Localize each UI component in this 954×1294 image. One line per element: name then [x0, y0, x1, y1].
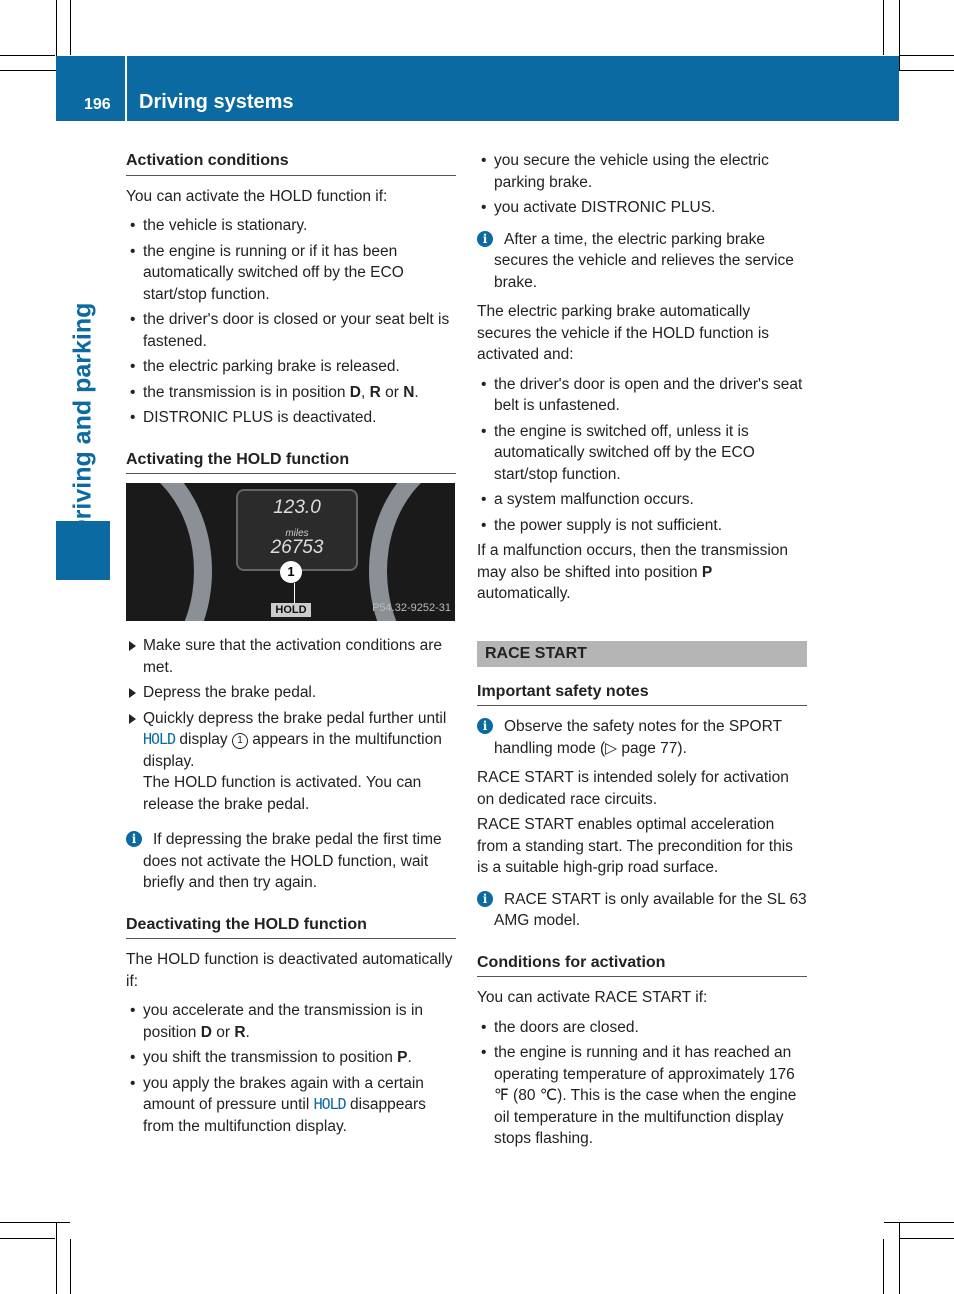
info-icon: i: [477, 891, 493, 907]
step-item: Quickly depress the brake pedal further until HOLD display 1 appears in the multifunction display.: [126, 708, 456, 773]
display-speed: 123.0: [273, 497, 321, 518]
left-column: [126, 150, 456, 1137]
heading-activation-conditions: Activation conditions: [126, 150, 456, 176]
list-item: • the vehicle is stationary.: [126, 215, 456, 237]
info-icon: i: [477, 231, 493, 247]
list-item: • a system malfunction occurs.: [477, 489, 807, 511]
heading-deactivating-hold: Deactivating the HOLD function: [126, 914, 456, 940]
info-note: i Observe the safety notes for the SPORT handling mode (▷ page 77).: [477, 716, 807, 759]
crop-mark: [70, 0, 71, 55]
left-gauge: [126, 483, 212, 621]
crop-mark: [0, 1222, 70, 1223]
hold-indicator: HOLD: [271, 603, 311, 617]
heading-conditions-activation: Conditions for activation: [477, 952, 807, 978]
list-item: • you shift the transmission to position P.: [126, 1047, 456, 1069]
info-note: i RACE START is only available for the SL 63 AMG model.: [477, 889, 807, 932]
race-start-purpose: RACE START is intended solely for activation on dedicated race circuits.: [477, 769, 789, 808]
list-item: • the electric parking brake is released.: [126, 356, 456, 378]
info-note: i If depressing the brake pedal the first time does not activate the HOLD function, wait briefly and then try again.: [126, 829, 456, 894]
page-number: 196: [84, 96, 111, 113]
crop-mark: [899, 55, 954, 56]
list-item: • the engine is switched off, unless it is automatically switched off by the ECO start/stop function.: [477, 421, 807, 486]
crop-mark: [899, 0, 900, 70]
list-item: • the transmission is in position D, R or N.: [126, 382, 456, 404]
section-race-start: RACE START: [477, 641, 807, 667]
hold-display-icon: HOLD: [313, 1095, 346, 1113]
list-item: • you activate DISTRONIC PLUS.: [477, 197, 807, 219]
conditions-intro: You can activate RACE START if:: [477, 989, 708, 1006]
display-unit: miles: [285, 528, 309, 539]
sidebar-section-label: Driving and parking: [68, 302, 97, 538]
crop-mark: [899, 1238, 954, 1239]
race-start-description: RACE START enables optimal acceleration from a standing start. The precondition for this is a suitable high-grip road surface.: [477, 816, 793, 876]
step-result: The HOLD function is activated. You can release the brake pedal.: [143, 774, 422, 813]
crop-mark: [70, 1239, 71, 1294]
heading-safety-notes: Important safety notes: [477, 681, 807, 707]
list-item: • DISTRONIC PLUS is deactivated.: [126, 407, 456, 429]
page-title: Driving systems: [139, 91, 294, 113]
page-header: [56, 56, 899, 121]
crop-mark: [0, 1238, 55, 1239]
instrument-cluster-figure: [126, 483, 455, 621]
callout-marker: 1: [280, 561, 302, 583]
malfunction-note: If a malfunction occurs, then the transmission may also be shifted into position P automatically.: [477, 542, 789, 602]
crop-mark: [0, 55, 55, 56]
activation-intro: You can activate the HOLD function if:: [126, 187, 388, 205]
epb-intro: The electric parking brake automatically secures the vehicle if the HOLD function is activated and:: [477, 303, 770, 363]
list-item: • the power supply is not sufficient.: [477, 515, 807, 537]
list-item: • the engine is running or if it has been automatically switched off by the ECO start/stop function.: [126, 241, 456, 306]
callout-line: [294, 583, 295, 605]
list-item: • you accelerate and the transmission is in position D or R.: [126, 1000, 456, 1043]
multifunction-display: [236, 489, 358, 571]
crop-mark: [899, 1222, 900, 1294]
info-note: i After a time, the electric parking brake secures the vehicle and relieves the service brake.: [477, 229, 807, 294]
heading-activating-hold: Activating the HOLD function: [126, 449, 456, 475]
callout-icon: 1: [232, 733, 248, 749]
crop-mark: [883, 1239, 884, 1294]
list-item: • the driver's door is closed or your seat belt is fastened.: [126, 309, 456, 352]
header-divider: [125, 56, 127, 121]
deactivation-intro: The HOLD function is deactivated automatically if:: [126, 951, 453, 990]
crop-mark: [883, 0, 884, 55]
right-column: [477, 150, 807, 1150]
display-odometer: 26753: [270, 537, 324, 558]
list-item: • the doors are closed.: [477, 1017, 807, 1039]
list-item: • you secure the vehicle using the electric parking brake.: [477, 150, 807, 193]
list-item: • you apply the brakes again with a certain amount of pressure until HOLD disappears from the multifunction display.: [126, 1073, 456, 1138]
list-item: • the driver's door is open and the driver's seat belt is unfastened.: [477, 374, 807, 417]
crop-mark: [56, 1222, 57, 1294]
hold-display-icon: HOLD: [143, 730, 176, 748]
figure-reference: P54.32-9252-31: [372, 601, 451, 614]
info-icon: i: [477, 718, 493, 734]
step-item: Make sure that the activation conditions are met.: [126, 635, 456, 678]
step-item: Depress the brake pedal.: [126, 682, 456, 704]
list-item: • the engine is running and it has reached an operating temperature of approximately 176 ℉ (80 ℃). This is the case when the engine oil temperature in the multifunction display stops flashing.: [477, 1042, 807, 1150]
info-icon: i: [126, 831, 142, 847]
crop-mark: [884, 1222, 954, 1223]
